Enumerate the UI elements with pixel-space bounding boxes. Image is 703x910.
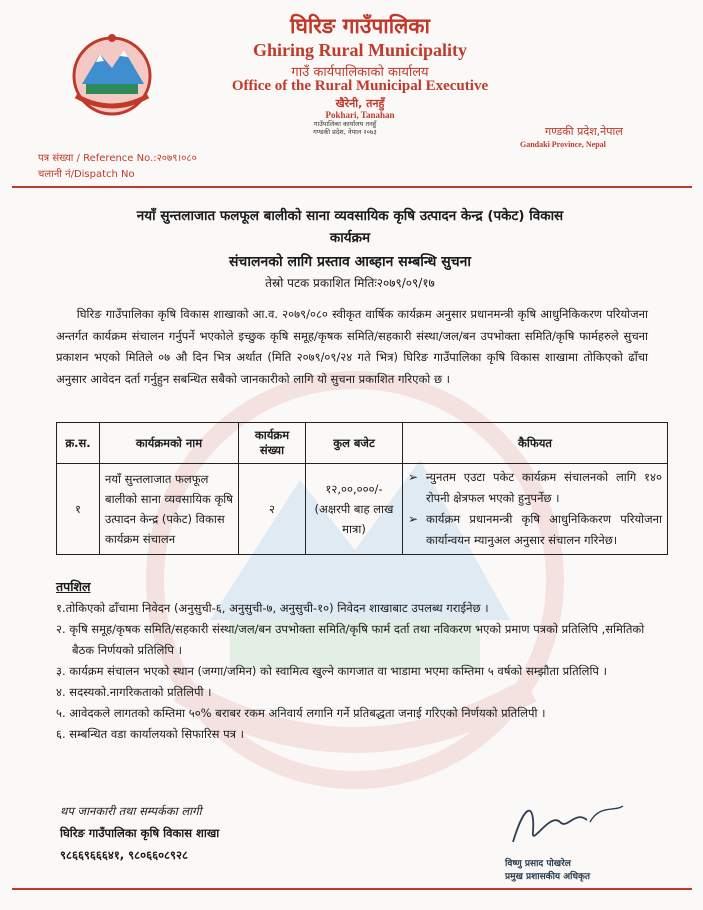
signature-block (505, 792, 660, 892)
list-item: ५. आवेदकले लागतको कम्तिमा ५०% बराबर रकम अनिवार्य लगानि गर्ने प्रतिबद्धता जनाई गरिएको निर्णयको प्रतिलिपी । (56, 706, 546, 720)
list-item: ३. कार्यक्रम संचालन भएको स्थान (जग्गा/जमिन) को स्वामित्व खुल्ने कागजात वा भाडामा भएमा कम्तिमा ५ वर्षको सम्झौता प्रतिलिपि । (56, 664, 607, 678)
cell-budget: १२,००,०००/- (अक्षरपी बाह लाख मात्रा) (306, 464, 403, 555)
office-stamp: गाउँपालिका कार्यालय तनहुँ गण्डकी प्रदेश, नेपाल २०७३ (313, 120, 377, 136)
province-english: Gandaki Province, Nepal (520, 140, 606, 149)
cell-remarks (403, 464, 668, 555)
col-header-name: कार्यक्रमको नाम (100, 423, 239, 464)
cell-count: २ (239, 464, 306, 555)
contact-block (60, 800, 219, 866)
list-item: ४. सदस्यको.नागरिकताको प्रतिलिपी । (56, 685, 212, 699)
footer-divider (12, 888, 692, 890)
reference-number: पत्र संख्या / Reference No.:२०७९।०८० (38, 153, 197, 164)
notice-title-line2: संचालनको लागि प्रस्ताव आब्हान सम्बन्धि सुचना (228, 254, 472, 270)
province-nepali: गण्डकी प्रदेश,नेपाल (545, 125, 623, 138)
contact-phones: ९८६६९६६६४१, ९८०६६०८९२८ (60, 848, 188, 862)
notice-title-line1b: कार्यक्रम (329, 230, 371, 246)
handwritten-signature-icon (505, 792, 660, 852)
municipality-name-english: Ghiring Rural Municipality (252, 40, 468, 60)
notice-paragraph (56, 304, 648, 390)
col-header-budget: कुल बजेट (306, 423, 403, 464)
notice-title-line1: नयाँ सुन्तलाजात फलफूल बालीको साना व्यवसायिक कृषि उत्पादन केन्द्र (पकेट) विकास (136, 208, 564, 224)
col-header-sn: क्र.स. (57, 423, 100, 464)
notice-paragraph-text: घिरिङ गाउँपालिका कृषि विकास शाखाको आ.व. २०७९/०८० स्वीकृत वार्षिक कार्यक्रम अनुसार प्रधानमन्त्री कृषि आधुनिकिकरण परियोजना अन्तर्गत कार्यक्रम संचालन गर्नुपर्ने भएकोले इच्छुक कृषि समूह/कृषक समिति/सहकारी संस्था/जल/बन उपभोक्ता समिति/कृषि फार्महरुले सुचना प्रकाशन भएको मितिले ०७ औ दिन भित्र अर्थात (मिति २०७९/०९/२४ गते भित्र) घिरिङ गाउँपालिका कृषि विकास शाखामा तोकिएको ढाँचा अनुसार आवेदन दर्ता गर्नुहुन सबन्धित सबैको जानकारीको लागि यो सुचना प्रकाशित गरिएको छ । (56, 307, 648, 386)
contact-office: घिरिङ गाउँपालिका कृषि विकास शाखा (60, 826, 220, 840)
signatory-title: प्रमुख प्रशासकीय अधिकृत (505, 872, 591, 882)
municipality-emblem-icon (62, 32, 162, 118)
list-item: २. कृषि समूह/कृषक समिति/सहकारी संस्था/जल/बन उपभोक्ता समिति/कृषि फार्म दर्ता तथा नविकरण भएको प्रमाण पत्रको प्रतिलिपि ,समितिको बैठक निर्णयको प्रतिलिपि । (56, 622, 645, 657)
list-item: ६. सम्बन्धित वडा कार्यालयको सिफारिस पत्र । (56, 727, 244, 741)
table-header-row (57, 423, 668, 464)
remark-item: ➢ कार्यक्रम प्रधानमन्त्री कृषि आधुनिकिकरण परियोजना कार्यान्वयन म्यानुअल अनुसार संचालन गरिनेछ। (408, 509, 662, 551)
dispatch-number: चलानी नं/Dispatch No (38, 169, 135, 180)
cell-program-name: नयाँ सुन्तलाजात फलफूल बालीको साना व्यवसायिक कृषि उत्पादन केन्द्र (पकेट) विकास कार्यक्रम संचालन (100, 464, 239, 555)
list-item: १.तोकिएको ढाँचामा निवेदन (अनुसुची-६, अनुसुची-७, अनुसुची-१०) निवेदन शाखाबाट उपलब्ध गराईनेछ । (56, 601, 489, 615)
details-heading: तपशिल (56, 579, 91, 594)
office-name-english: Office of the Rural Municipal Executive (231, 78, 489, 94)
col-header-remarks: कैफियत (403, 423, 668, 464)
address-nepali: खैरेनी, तनहुँ (335, 97, 385, 110)
details-list (56, 598, 650, 745)
contact-intro: थप जानकारी तथा सम्पर्कका लागी (60, 804, 202, 818)
cell-sn: १ (57, 464, 100, 555)
table-row (57, 464, 668, 555)
address-english: Pokhari, Tanahan (325, 110, 395, 120)
remark-item: ➢ न्युनतम एउटा पकेट कार्यक्रम संचालनको लागि १४० रोपनी क्षेत्रफल भएको हुनुपर्नेछ । (408, 467, 662, 509)
header-divider (12, 186, 692, 188)
program-table (56, 422, 668, 555)
publish-date: तेस्रो पटक प्रकाशित मितिः२०७९/०९/१७ (265, 276, 435, 290)
col-header-count: कार्यक्रम संख्या (239, 423, 306, 464)
municipality-name-nepali: घिरिङ गाउँपालिका (290, 14, 430, 38)
office-name-nepali: गाउँ कार्यपालिकाको कार्यालय (291, 65, 429, 80)
signatory-name: विष्णु प्रसाद पोखरेल (505, 859, 571, 869)
notice-title-block (60, 205, 640, 293)
